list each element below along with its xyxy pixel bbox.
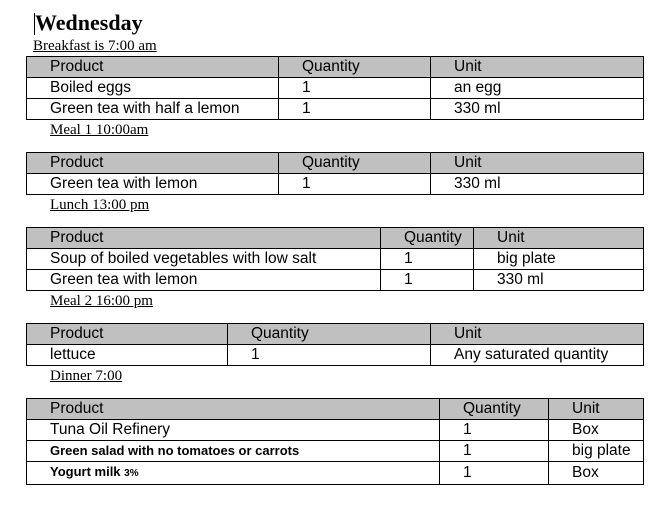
quantity-cell: 1 <box>440 420 549 441</box>
page-title: Wednesday <box>35 10 143 35</box>
column-header-product: Product <box>27 153 279 174</box>
product-name: Yogurt milk <box>50 464 121 479</box>
column-header-unit: Unit <box>431 153 644 174</box>
product-cell: Green tea with half a lemon <box>27 99 279 120</box>
table-row <box>27 462 644 485</box>
table-header-row <box>27 228 644 249</box>
table-header-row <box>27 324 644 345</box>
meal-1-heading: Meal 1 10:00am <box>50 122 149 138</box>
unit-cell: big plate <box>549 441 644 462</box>
product-cell <box>27 462 440 485</box>
product-cell: Green salad with no tomatoes or carrots <box>27 441 440 462</box>
column-header-unit: Unit <box>549 399 644 420</box>
unit-cell: an egg <box>431 78 644 99</box>
lunch-heading: Lunch 13:00 pm <box>50 197 150 213</box>
table-row <box>27 78 644 99</box>
product-cell: Soup of boiled vegetables with low salt <box>27 249 381 270</box>
column-header-product: Product <box>27 57 279 78</box>
product-fat-percent: 3% <box>124 468 139 479</box>
meal-2-table <box>26 323 644 366</box>
quantity-cell: 1 <box>279 78 431 99</box>
meal-2-heading: Meal 2 16:00 pm <box>50 293 153 309</box>
unit-cell: 330 ml <box>431 99 644 120</box>
column-header-unit: Unit <box>431 324 644 345</box>
column-header-quantity: Quantity <box>279 57 431 78</box>
unit-cell: 330 ml <box>431 174 644 195</box>
quantity-cell: 1 <box>381 249 474 270</box>
lunch-table <box>26 227 644 291</box>
unit-cell: Any saturated quantity <box>431 345 644 366</box>
table-header-row <box>27 153 644 174</box>
unit-cell: Box <box>549 420 644 441</box>
quantity-cell: 1 <box>440 441 549 462</box>
quantity-cell: 1 <box>381 270 474 291</box>
quantity-cell: 1 <box>279 99 431 120</box>
breakfast-heading: Breakfast is 7:00 am <box>33 38 157 54</box>
table-row <box>27 249 644 270</box>
meal-1-table <box>26 152 644 195</box>
product-cell: lettuce <box>27 345 228 366</box>
column-header-product: Product <box>27 324 228 345</box>
unit-cell: 330 ml <box>474 270 644 291</box>
quantity-cell: 1 <box>228 345 431 366</box>
unit-cell: big plate <box>474 249 644 270</box>
table-row <box>27 270 644 291</box>
column-header-product: Product <box>27 228 381 249</box>
breakfast-table <box>26 56 644 120</box>
column-header-quantity: Quantity <box>381 228 474 249</box>
product-cell: Green tea with lemon <box>27 270 381 291</box>
product-cell: Green tea with lemon <box>27 174 279 195</box>
column-header-product: Product <box>27 399 440 420</box>
dinner-table <box>26 398 644 485</box>
table-row <box>27 441 644 462</box>
unit-cell: Box <box>549 462 644 485</box>
table-header-row <box>27 57 644 78</box>
table-row <box>27 345 644 366</box>
column-header-unit: Unit <box>431 57 644 78</box>
table-row <box>27 420 644 441</box>
product-cell: Boiled eggs <box>27 78 279 99</box>
column-header-unit: Unit <box>474 228 644 249</box>
dinner-heading: Dinner 7:00 <box>50 368 123 384</box>
column-header-quantity: Quantity <box>440 399 549 420</box>
quantity-cell: 1 <box>440 462 549 485</box>
column-header-quantity: Quantity <box>228 324 431 345</box>
table-row <box>27 174 644 195</box>
table-header-row <box>27 399 644 420</box>
column-header-quantity: Quantity <box>279 153 431 174</box>
table-row <box>27 99 644 120</box>
product-cell: Tuna Oil Refinery <box>27 420 440 441</box>
quantity-cell: 1 <box>279 174 431 195</box>
